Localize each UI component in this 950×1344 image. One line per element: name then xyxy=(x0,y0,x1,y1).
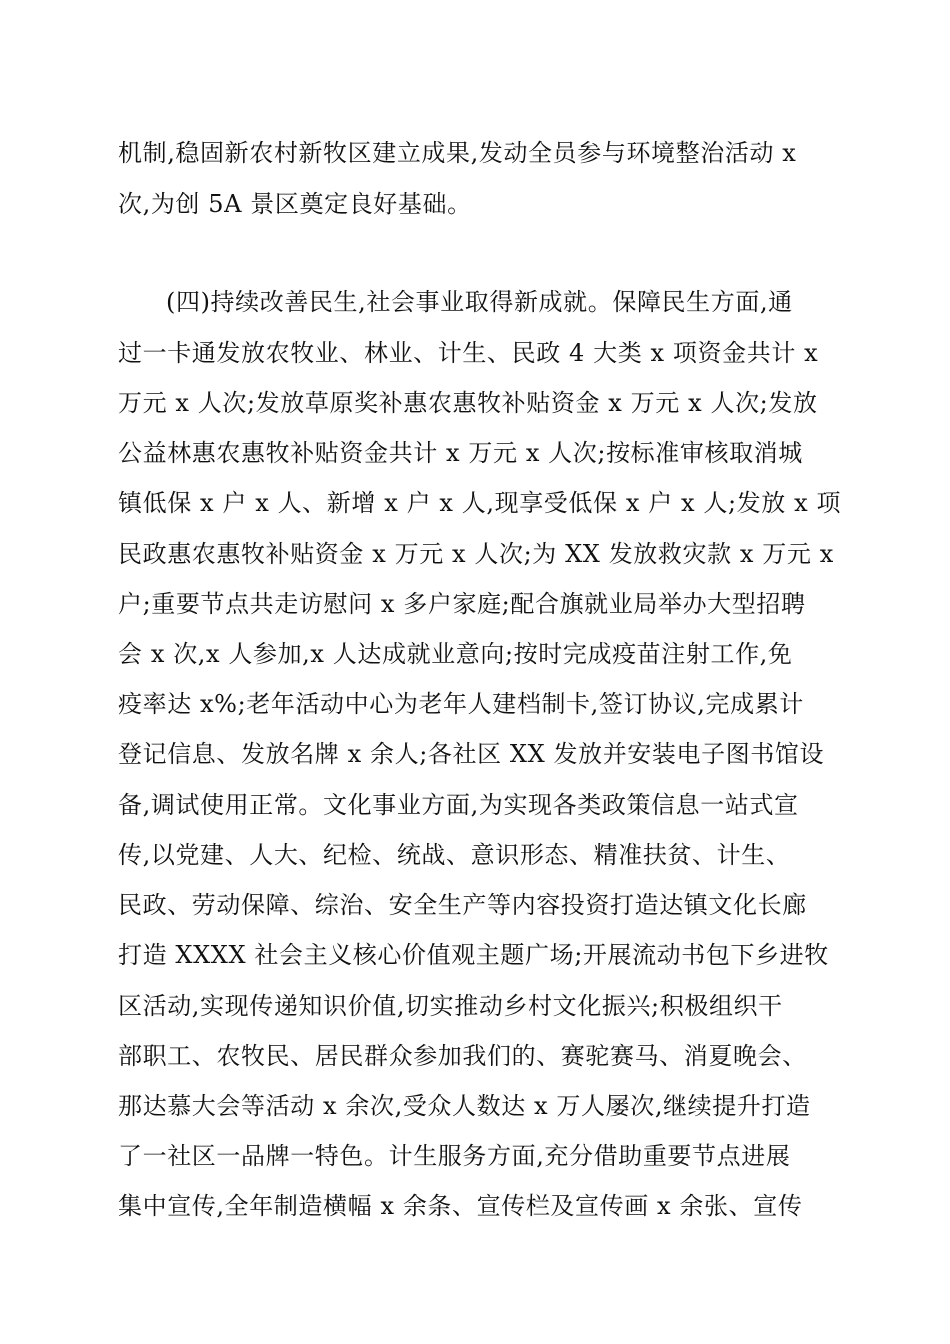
paragraph-first-line: (四)持续改善民生,社会事业取得新成就。保障民生方面,通 xyxy=(166,288,793,316)
text-line: 部职工、农牧民、居民群众参加我们的、赛驼赛马、消夏晚会、 xyxy=(118,1042,807,1070)
text-line: 备,调试使用正常。文化事业方面,为实现各类政策信息一站式宣 xyxy=(118,791,799,819)
text-line: 次,为创 5A 景区奠定良好基础。 xyxy=(118,190,472,218)
text-line: 疫率达 x%;老年活动中心为老年人建档制卡,签订协议,完成累计 xyxy=(118,690,804,718)
text-line: 登记信息、发放名牌 x 余人;各社区 XX 发放并安装电子图书馆设 xyxy=(118,740,825,768)
text-line: 公益林惠农惠牧补贴资金共计 x 万元 x 人次;按标准审核取消城 xyxy=(118,439,803,467)
text-line: 区活动,实现传递知识价值,切实推动乡村文化振兴;积极组织干 xyxy=(118,992,783,1020)
text-line: 民政惠农惠牧补贴资金 x 万元 x 人次;为 XX 发放救灾款 x 万元 x xyxy=(118,540,834,568)
text-line: 镇低保 x 户 x 人、新增 x 户 x 人,现享受低保 x 户 x 人;发放 x 项 xyxy=(118,489,842,517)
text-line: 传,以党建、人大、纪检、统战、意识形态、精准扶贫、计生、 xyxy=(118,841,791,869)
text-line: 打造 XXXX 社会主义核心价值观主题广场;开展流动书包下乡进牧 xyxy=(118,941,829,969)
text-line: 会 x 次,x 人参加,x 人达成就业意向;按时完成疫苗注射工作,免 xyxy=(118,640,793,668)
text-line: 那达慕大会等活动 x 余次,受众人数达 x 万人屡次,继续提升打造 xyxy=(118,1092,811,1120)
text-line: 集中宣传,全年制造横幅 x 余条、宣传栏及宣传画 x 余张、宣传 xyxy=(118,1192,803,1220)
text-line: 机制,稳固新农村新牧区建立成果,发动全员参与环境整治活动 x xyxy=(118,139,797,167)
text-line: 过一卡通发放农牧业、林业、计生、民政 4 大类 x 项资金共计 x xyxy=(118,339,819,367)
text-line: 万元 x 人次;发放草原奖补惠农惠牧补贴资金 x 万元 x 人次;发放 xyxy=(118,389,818,417)
text-line: 民政、劳动保障、综治、安全生产等内容投资打造达镇文化长廊 xyxy=(118,891,807,919)
text-line: 了一社区一品牌一特色。计生服务方面,充分借助重要节点进展 xyxy=(118,1142,791,1170)
text-line: 户;重要节点共走访慰问 x 多户家庭;配合旗就业局举办大型招聘 xyxy=(118,590,806,618)
